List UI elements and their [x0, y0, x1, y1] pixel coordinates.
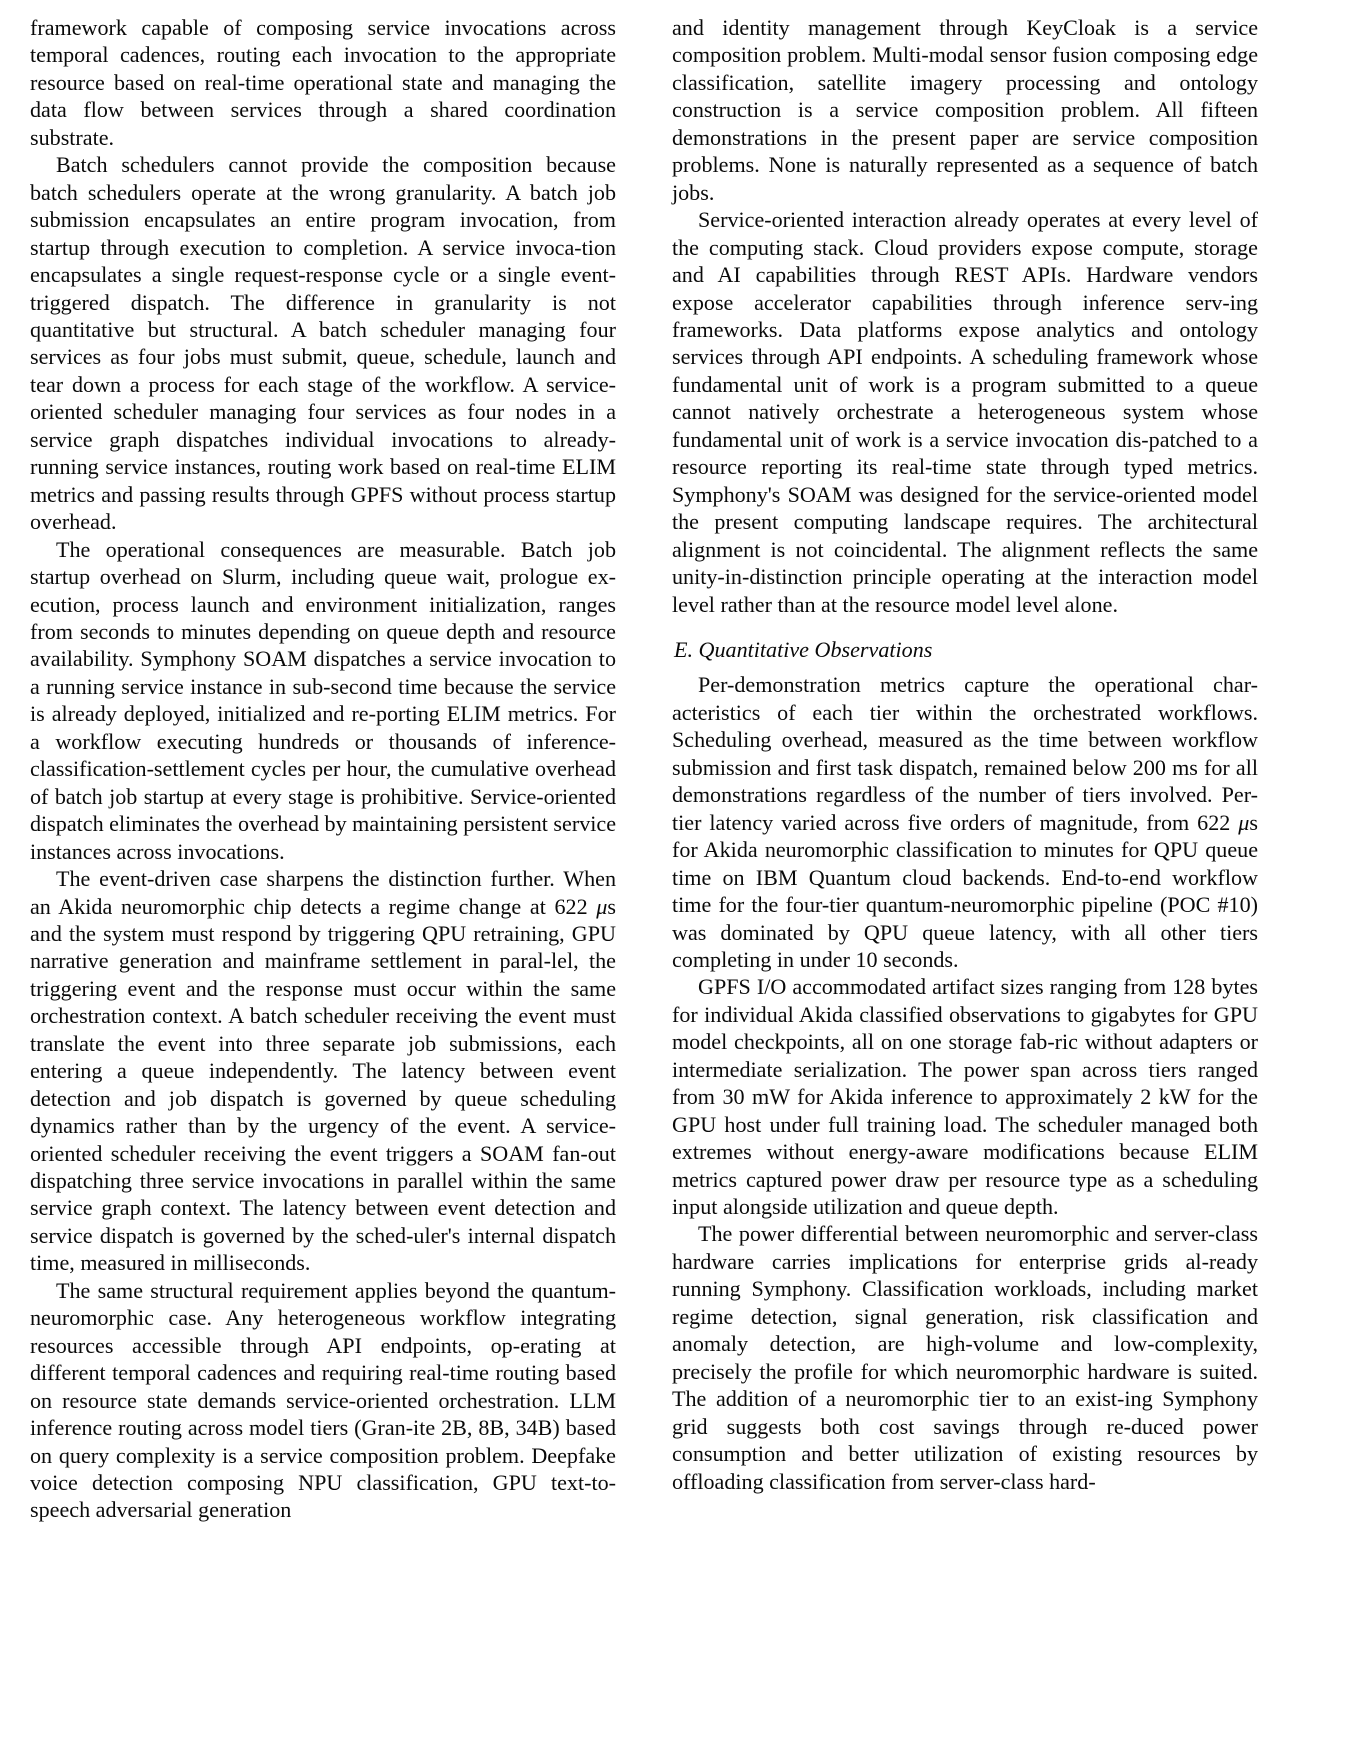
paragraph-right-4: GPFS I/O accommodated artifact sizes ranging from 128 bytes for individual Akida classified observations to gigabytes for GPU model checkpoints, all on one storage fab-ric without adapters or intermediate serialization. The power span across tiers ranged from 30 mW for Akida inference to approximately 2 kW for the GPU host under full training load. The scheduler managed both extremes without energy-aware modifications because ELIM metrics captured power draw per resource type as a scheduling input alongside utilization and queue depth.	[672, 974, 1258, 1220]
micro-symbol: μ	[1238, 809, 1250, 835]
paragraph-left-1: framework capable of composing service invocations across temporal cadences, routing each invocation to the appropriate resource based on real-time operational state and managing the data flow between services through a shared coordination substrate.	[30, 15, 616, 150]
two-column-body	[30, 14, 1329, 1759]
subsection-heading-E: E. Quantitative Observations	[674, 636, 933, 662]
paragraph-right-3-part2: s for Akida neuromorphic classification to minutes for QPU queue time on IBM Quantum cloud backends. End-to-end workflow time for the four-tier quantum-neuromorphic pipeline (POC #10) was dominated by QPU queue latency, with all other tiers completing in under 10 seconds.	[672, 809, 1258, 972]
paragraph-right-3-part1: Per-demonstration metrics capture the operational char-acteristics of each tier within the orchestrated workflows. Scheduling overhead, measured as the time between workflow submission and first task dispatch, remained below 200 ms for all demonstrations regardless of the number of tiers involved. Per-tier latency varied across five orders of magnitude, from 622	[672, 672, 1258, 835]
paragraph-left-3: The operational consequences are measurable. Batch job startup overhead on Slurm, including queue wait, prologue ex-ecution, process launch and environment initialization, ranges from seconds to minutes depending on queue depth and resource availability. Symphony SOAM dispatches a service invocation to a running service instance in sub-second time because the service is already deployed, initialized and re-porting ELIM metrics. For a workflow executing hundreds or thousands of inference-classification-settlement cycles per hour, the cumulative overhead of batch job startup at every stage is prohibitive. Service-oriented dispatch eliminates the overhead by maintaining persistent service instances across invocations.	[30, 536, 616, 864]
paragraph-right-1: and identity management through KeyCloak is a service composition problem. Multi-modal sensor fusion composing edge classification, satellite imagery processing and ontology construction is a service composition problem. All fifteen demonstrations in the present paper are service composition problems. None is naturally represented as a sequence of batch jobs.	[672, 15, 1258, 205]
paragraph-left-4-part1: The event-driven case sharpens the distinction further. When an Akida neuromorphic chip detects a regime change at 622	[30, 866, 616, 919]
paragraph-left-4-part2: s and the system must respond by triggering QPU retraining, GPU narrative generation and mainframe settlement in paral-lel, the triggering event and the response must occur within the same orchestration context. A batch scheduler receiving the event must translate the event into three separate job submissions, each entering a queue independently. The latency between event detection and job dispatch is governed by queue scheduling dynamics rather than by the urgency of the event. A service-oriented scheduler receiving the event triggers a SOAM fan-out dispatching three service invocations in parallel within the same service graph context. The latency between event detection and service dispatch is governed by the sched-uler's internal dispatch time, measured in milliseconds.	[30, 893, 616, 1276]
paragraph-left-4	[30, 865, 616, 1277]
micro-symbol: μ	[596, 893, 608, 919]
left-column	[30, 14, 616, 1524]
paragraph-right-5: The power differential between neuromorphic and server-class hardware carries implications for enterprise grids al-ready running Symphony. Classification workloads, including market regime detection, signal generation, risk classification and anomaly detection, are high-volume and low-complexity, precisely the profile for which neuromorphic hardware is suited. The addition of a neuromorphic tier to an exist-ing Symphony grid suggests both cost savings through re-duced power consumption and better utilization of existing resources by offloading classification from server-class hard-	[672, 1221, 1258, 1494]
paragraph-right-3	[672, 671, 1258, 973]
paragraph-left-2: Batch schedulers cannot provide the composition because batch schedulers operate at the wrong granularity. A batch job submission encapsulates an entire program invocation, from startup through execution to completion. A service invoca-tion encapsulates a single request-response cycle or a single event-triggered dispatch. The difference in granularity is not quantitative but structural. A batch scheduler managing four services as four jobs must submit, queue, schedule, launch and tear down a process for each stage of the workflow. A service-oriented scheduler managing four services as four nodes in a service graph dispatches individual invocations to already-running service instances, routing work based on real-time ELIM metrics and passing results through GPFS without process startup overhead.	[30, 152, 616, 535]
paragraph-right-2: Service-oriented interaction already operates at every level of the computing stack. Cloud providers expose compute, storage and AI capabilities through REST APIs. Hardware vendors expose accelerator capabilities through inference serv-ing frameworks. Data platforms expose analytics and ontology services through API endpoints. A scheduling framework whose fundamental unit of work is a program submitted to a queue cannot natively orchestrate a heterogeneous system whose fundamental unit of work is a service invocation dis-patched to a resource reporting its real-time state through typed metrics. Symphony's SOAM was designed for the service-oriented model the present computing landscape requires. The architectural alignment is not coincidental. The alignment reflects the same unity-in-distinction principle operating at the interaction model level rather than at the resource model level alone.	[672, 207, 1258, 617]
paragraph-left-5: The same structural requirement applies beyond the quantum-neuromorphic case. Any heterogeneous workflow integrating resources accessible through API endpoints, op-erating at different temporal cadences and requiring real-time routing based on resource state demands service-oriented orchestration. LLM inference routing across model tiers (Gran-ite 2B, 8B, 34B) based on query complexity is a service composition problem. Deepfake voice detection composing NPU classification, GPU text-to-speech adversarial generation	[30, 1277, 616, 1523]
right-column	[672, 14, 1258, 1495]
